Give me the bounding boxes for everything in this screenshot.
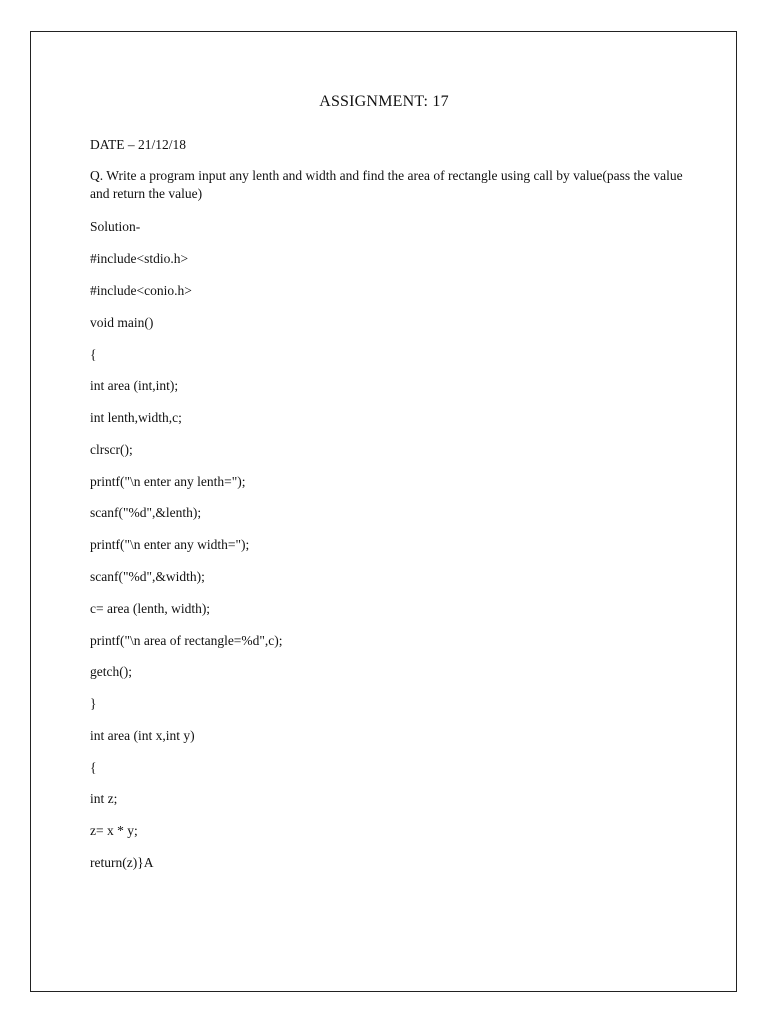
code-line: z= x * y; — [90, 823, 138, 838]
code-line: printf("\n area of rectangle=%d",c); — [90, 633, 283, 648]
code-line: c= area (lenth, width); — [90, 601, 211, 616]
question-text: Q. Write a program input any lenth and width and find the area of rectangle using call by value(pass the value and return the value) — [90, 168, 683, 201]
code-line: int lenth,width,c; — [90, 410, 182, 425]
code-line: #include<stdio.h> — [90, 251, 189, 266]
code-line: int z; — [90, 791, 118, 806]
solution-label: Solution- — [90, 219, 141, 234]
code-line: scanf("%d",&width); — [90, 569, 205, 584]
assignment-title: ASSIGNMENT: 17 — [319, 93, 449, 110]
code-line: } — [90, 696, 97, 711]
code-line: { — [90, 760, 97, 775]
code-line: void main() — [90, 315, 154, 330]
code-line: #include<conio.h> — [90, 283, 192, 298]
code-line: printf("\n enter any lenth="); — [90, 474, 246, 489]
code-line: getch(); — [90, 664, 132, 679]
code-line: return(z)}A — [90, 855, 154, 870]
code-line: scanf("%d",&lenth); — [90, 505, 202, 520]
code-line: { — [90, 347, 97, 362]
date-line: DATE – 21/12/18 — [90, 137, 186, 152]
code-line: printf("\n enter any width="); — [90, 537, 250, 552]
code-line: int area (int,int); — [90, 378, 179, 393]
code-line: int area (int x,int y) — [90, 728, 195, 743]
code-line: clrscr(); — [90, 442, 133, 457]
